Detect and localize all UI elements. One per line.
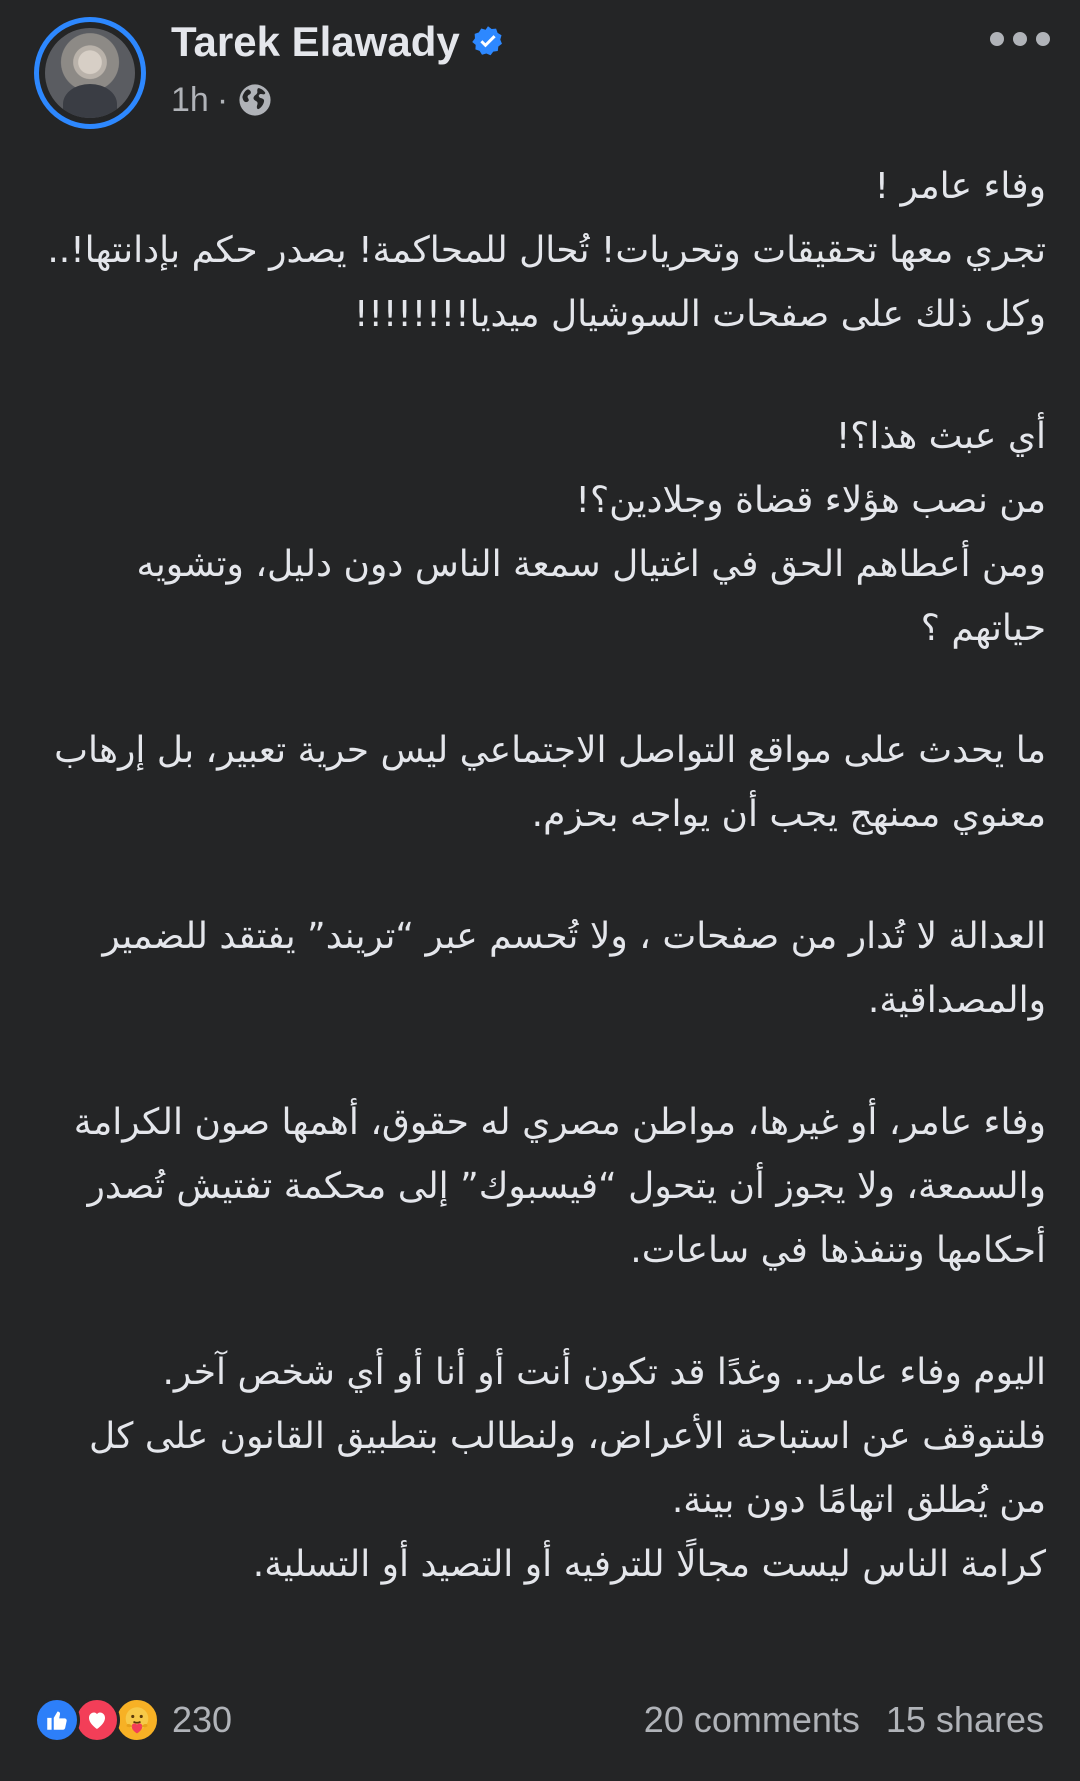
- like-icon: [34, 1697, 80, 1743]
- post-line: اليوم وفاء عامر.. وغدًا قد تكون أنت أو أنا أو أي شخص آخر.: [162, 1352, 1046, 1393]
- post-line: أي عبث هذا؟!: [835, 416, 1046, 457]
- avatar-photo: [45, 28, 135, 118]
- post-header: [0, 0, 1080, 140]
- globe-icon[interactable]: [238, 83, 272, 117]
- post-line: وكل ذلك على صفحات السوشيال ميديا!!!!!!!!: [354, 294, 1046, 335]
- post-footer: [0, 1690, 1080, 1750]
- post-line: العدالة لا تُدار من صفحات ، ولا تُحسم عبر “تريند” يفتقد للضمير والمصداقية.: [90, 916, 1046, 1021]
- post-time[interactable]: 1h: [171, 81, 209, 119]
- post-line: كرامة الناس ليست مجالًا للترفيه أو التصيد أو التسلية.: [252, 1544, 1046, 1585]
- paragraph-gap: [32, 1283, 1046, 1341]
- care-icon: [114, 1697, 160, 1743]
- reaction-count: 230: [172, 1699, 233, 1740]
- post-meta: [171, 76, 272, 124]
- love-icon: [74, 1697, 120, 1743]
- post-line: فلنتوقف عن استباحة الأعراض، ولنطالب بتطبيق القانون على كل من يُطلق اتهامًا دون بينة.: [77, 1416, 1046, 1521]
- reactions-summary[interactable]: [34, 1696, 232, 1744]
- author-name[interactable]: Tarek Elawady: [171, 18, 460, 65]
- verified-badge-icon: [470, 24, 506, 60]
- meta-separator: ·: [216, 81, 229, 119]
- post-line: ما يحدث على مواقع التواصل الاجتماعي ليس حرية تعبير، بل إرهاب معنوي ممنهج يجب أن يواجه بحزم.: [42, 730, 1046, 835]
- more-dot: [990, 32, 1004, 46]
- post-line: ومن أعطاهم الحق في اغتيال سمعة الناس دون دليل، وتشويه حياتهم ؟: [125, 544, 1046, 649]
- post-line: وفاء عامر !: [874, 166, 1046, 207]
- paragraph-gap: [32, 1033, 1046, 1091]
- paragraph-gap: [32, 847, 1046, 905]
- author-name-row: [171, 15, 506, 69]
- engagement-stats: [644, 1696, 1044, 1744]
- more-options-icon[interactable]: [990, 28, 1050, 50]
- shares-count[interactable]: 15 shares: [885, 1699, 1044, 1740]
- post-body: [32, 155, 1046, 1597]
- paragraph-gap: [32, 661, 1046, 719]
- more-dot: [1013, 32, 1027, 46]
- post-line: تجري معها تحقيقات وتحريات! تُحال للمحاكمة! يصدر حكم بإدانتها!..: [47, 230, 1046, 271]
- post-line: وفاء عامر، أو غيرها، مواطن مصري له حقوق، أهمها صون الكرامة والسمعة، ولا يجوز أن يتحول “فيسبوك” إلى محكمة تفتيش تُصدر أحكامها وتنفذها في ساعات.: [62, 1102, 1046, 1271]
- paragraph-gap: [32, 347, 1046, 405]
- comments-count[interactable]: 20 comments: [643, 1699, 860, 1740]
- author-avatar[interactable]: [34, 17, 146, 129]
- more-dot: [1036, 32, 1050, 46]
- post-line: من نصب هؤلاء قضاة وجلادين؟!: [575, 480, 1046, 521]
